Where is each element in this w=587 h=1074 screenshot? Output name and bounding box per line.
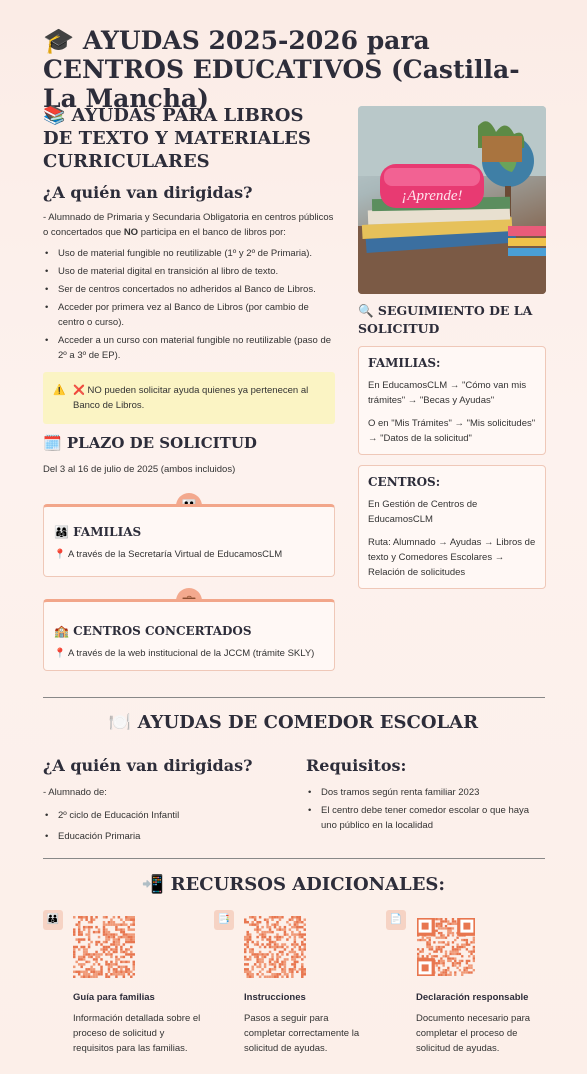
pencil-case-text: ¡Aprende!: [401, 188, 463, 204]
qr-code[interactable]: [73, 916, 135, 978]
recursos-title: 📲 RECURSOS ADICIONALES:: [141, 874, 446, 895]
centros-card-title: 🏫 CENTROS CONCERTADOS: [54, 624, 252, 638]
comedor-who-list: [43, 808, 283, 844]
warning-box: [43, 372, 335, 424]
list-item: • 2º ciclo de Educación Infantil: [43, 808, 283, 823]
list-item: • Ser de centros concertados no adheridos al Banco de Libros.: [43, 282, 335, 297]
list-item: • El centro debe tener comedor escolar o que haya uno público en la localidad: [306, 803, 546, 833]
books-photo: [358, 106, 546, 294]
resource-title: Declaración responsable: [416, 992, 529, 1003]
list-item: • Acceder a un curso con material fungible no reutilizable (paso de 2º a 3º de EP).: [43, 333, 335, 363]
books-illustration: [358, 106, 546, 294]
divider: [43, 697, 545, 698]
resource-title: Instrucciones: [244, 992, 306, 1003]
libros-who-title: ¿A quién van dirigidas?: [43, 183, 253, 202]
comedor-who: [43, 756, 283, 847]
centros-card: [43, 599, 335, 671]
familias-card: [43, 504, 335, 577]
qr-code[interactable]: [244, 916, 306, 978]
intro-text-after: participa en el banco de libros por:: [138, 227, 286, 238]
seguimiento-familias-p2: O en "Mis Trámites" → "Mis solicitudes" → "Datos de la solicitud": [368, 418, 536, 444]
comedor-req: [306, 756, 546, 836]
list-item: • Uso de material digital en transición al libro de texto.: [43, 264, 335, 279]
warning-icon: ⚠️: [53, 385, 66, 396]
plazo-title: 🗓️ PLAZO DE SOLICITUD: [43, 434, 257, 452]
comedor-who-intro: - Alumnado de:: [43, 787, 107, 798]
warning-text: ❌ NO pueden solicitar ayuda quienes ya pertenecen al Banco de Libros.: [73, 385, 309, 411]
divider: [43, 858, 545, 859]
libros-bullets: [43, 246, 335, 363]
seguimiento-familias-title: FAMILIAS:: [368, 356, 441, 370]
comedor-title: 🍽️ AYUDAS DE COMEDOR ESCOLAR: [108, 712, 479, 733]
list-item: • Uso de material fungible no reutilizable (1º y 2º de Primaria).: [43, 246, 335, 261]
seguimiento-centros-p2: Ruta: Alumnado → Ayudas → Libros de texto y Comedores Escolares → Relación de solicitudes: [368, 537, 536, 578]
resource-desc: Información detallada sobre el proceso de solicitud y requisitos para las familias.: [73, 1013, 201, 1054]
seguimiento-title: 🔍 SEGUIMIENTO DE LA SOLICITUD: [358, 303, 533, 336]
document-icon: 📄: [386, 910, 406, 930]
list-item: • Dos tramos según renta familiar 2023: [306, 785, 546, 800]
centros-card-text: 📍 A través de la web institucional de la JCCM (trámite SKLY): [54, 648, 315, 659]
seguimiento-centros-box: [358, 465, 546, 589]
resource-desc: Documento necesario para completar el proceso de solicitud de ayudas.: [416, 1013, 531, 1054]
intro-text: - Alumnado de Primaria y Secundaria Obligatoria en centros públicos o concertados que: [43, 212, 334, 238]
libros-section: [43, 104, 335, 477]
familias-card-title: 👨‍👩‍👧 FAMILIAS: [54, 525, 142, 539]
list-item: • Educación Primaria: [43, 829, 283, 844]
comedor-who-title: ¿A quién van dirigidas?: [43, 756, 253, 775]
qr-code[interactable]: [417, 918, 475, 976]
seguimiento-familias-box: [358, 346, 546, 455]
familias-card-text: 📍 A través de la Secretaría Virtual de EducamosCLM: [54, 549, 283, 560]
comedor-req-list: [306, 785, 546, 833]
comedor-req-title: Requisitos:: [306, 756, 407, 775]
libros-title: 📚 AYUDAS PARA LIBROS DE TEXTO Y MATERIALES CURRICULARES: [43, 105, 311, 172]
seguimiento-familias-p1: En EducamosCLM → "Cómo van mis trámites" → "Becas y Ayudas": [368, 380, 527, 406]
plazo-text: Del 3 al 16 de julio de 2025 (ambos incluidos): [43, 464, 236, 475]
page-title: 🎓 AYUDAS 2025-2026 para CENTROS EDUCATIVOS (Castilla-La Mancha): [43, 26, 520, 113]
seguimiento-centros-title: CENTROS:: [368, 475, 441, 489]
seguimiento-centros-p1: En Gestión de Centros de EducamosCLM: [368, 499, 478, 525]
resource-desc: Pasos a seguir para completar correctamente la solicitud de ayudas.: [244, 1013, 360, 1054]
list-item: • Acceder por primera vez al Banco de Libros (por cambio de centro o curso).: [43, 300, 335, 330]
resource-title: Guía para familias: [73, 992, 155, 1003]
right-column: [358, 106, 546, 589]
intro-bold: NO: [123, 227, 139, 238]
document-list-icon: 📑: [214, 910, 234, 930]
family-icon: 👪: [43, 910, 63, 930]
libros-intro: [43, 210, 335, 240]
